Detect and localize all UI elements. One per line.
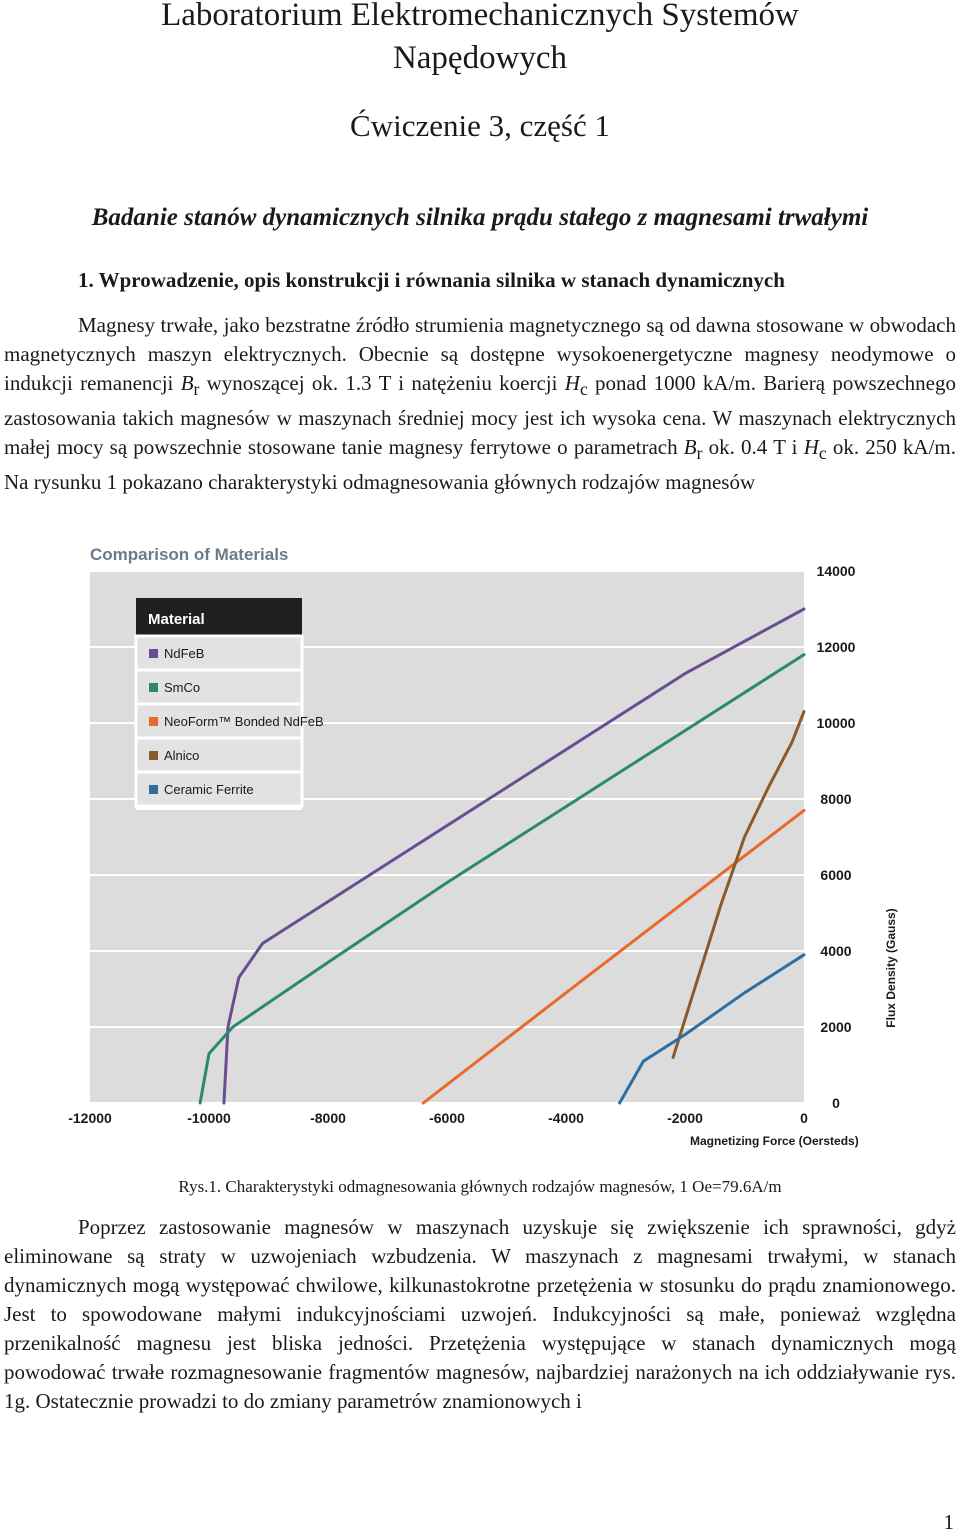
br-subscript: r [193, 379, 200, 400]
y-tick-label-0: 0 [832, 1095, 840, 1111]
legend-swatch-4 [149, 785, 158, 794]
legend-swatch-2 [149, 717, 158, 726]
x-tick-label-5: -2000 [667, 1110, 703, 1126]
para2-text: Poprzez zastosowanie magnesów w maszynach uzyskuje się zwiększenie ich sprawności, gdyż eliminowane są straty w uzwojeniach wzbudzenia. W maszynach z magnesami trwałymi, w stanach dynamicznych mogą występować chwilowe, kilkunastokrotne przetężenia w stosunku do prądu znamionowego. Jest to spowodowane małymi indukcyjnościami uzwojeń. Indukcyjności są małe, ponieważ względna przenikalność magnesu jest bliska jedności. Przetężenia występujące w stanach dynamicznych mogą powodować trwałe rozmagnesowanie fragmentów magnesów, najbardziej narażonych na ich oddziaływanie rys. 1g. Ostatecznie prowadzi to do zmiany parametrów znamionowych i [4, 1215, 956, 1413]
document-title-line1: Laboratorium Elektromechanicznych Systemów [161, 0, 799, 33]
y-tick-label-4: 8000 [820, 791, 852, 807]
section-heading: 1. Wprowadzenie, opis konstrukcji i równania silnika w stanach dynamicznych [78, 268, 785, 292]
para1-text-1: Magnesy trwałe, jako bezstratne źródło strumienia magnetycznego są od dawna stosowane w obwodach magnetycznych maszyn elektrycznych. Obecnie są dostępne wysokoenergetyczne magnesy neodymowe o indukcji remanencji [4, 313, 956, 395]
x-tick-label-0: -12000 [68, 1110, 112, 1126]
para1-text-3: ponad 1000 kA/m. Barierą powszechnego zastosowania takich magnesów w maszynach średniej mocy jest ich wysoka cena. W maszynach elektrycznych małej mocy są powszechnie stosowane tanie magnesy ferrytowe o parametrach [4, 371, 956, 460]
y-tick-label-5: 10000 [816, 715, 856, 731]
body-paragraph [4, 1213, 956, 1416]
figure-caption: Rys.1. Charakterystyki odmagnesowania głównych rodzajów magnesów, 1 Oe=79.6A/m [178, 1177, 782, 1196]
x-tick-label-2: -8000 [310, 1110, 346, 1126]
x-tick-label-1: -10000 [187, 1110, 231, 1126]
y-tick-label-6: 12000 [816, 639, 856, 655]
legend-swatch-3 [149, 751, 158, 760]
page-number: 1 [943, 1510, 954, 1534]
x-tick-label-6: 0 [800, 1110, 808, 1126]
para1-text-4: ok. 0.4 T i [702, 435, 804, 460]
y-tick-label-3: 6000 [820, 867, 852, 883]
y-axis-label: Flux Density (Gauss) [884, 908, 898, 1028]
exercise-title: Ćwiczenie 3, część 1 [350, 108, 610, 143]
demagnetization-chart [62, 540, 902, 1162]
legend-row-3 [136, 738, 302, 772]
legend-label-0: NdFeB [164, 646, 205, 661]
y-tick-label-1: 2000 [820, 1019, 852, 1035]
hc-symbol: H [564, 371, 580, 395]
legend-row-0 [136, 636, 302, 670]
legend-label-2: NeoForm™ Bonded NdFeB [164, 714, 324, 729]
intro-paragraph [4, 311, 956, 497]
document-subtitle: Badanie stanów dynamicznych silnika prądu stałego z magnesami trwałymi [91, 204, 869, 231]
legend-title: Material [148, 611, 205, 628]
para1-text-2: wynoszącej ok. 1.3 T i natężeniu koercji [199, 371, 565, 395]
br-symbol: B [180, 371, 194, 395]
legend-swatch-0 [149, 649, 158, 658]
document-title-line2: Napędowych [392, 40, 568, 76]
legend-label-4: Ceramic Ferrite [164, 782, 254, 797]
br-symbol-2: B [683, 435, 697, 460]
x-tick-label-4: -4000 [548, 1110, 584, 1126]
legend-row-1 [136, 670, 302, 704]
legend-label-3: Alnico [164, 748, 200, 763]
chart-svg [62, 540, 902, 1162]
legend-swatch-1 [149, 683, 158, 692]
y-tick-label-7: 14000 [816, 563, 856, 579]
x-axis-label: Magnetizing Force (Oersteds) [690, 1134, 859, 1148]
legend-label-1: SmCo [164, 680, 201, 695]
hc-symbol-2: H [803, 435, 819, 460]
para1-text-5: ok. 250 kA/m. Na rysunku 1 pokazano charakterystyki odmagnesowania głównych rodzajów magnesów [4, 435, 957, 495]
br-subscript-2: r [696, 443, 703, 464]
chart-title: Comparison of Materials [90, 545, 289, 564]
x-tick-label-3: -6000 [429, 1110, 465, 1126]
y-tick-label-2: 4000 [820, 943, 852, 959]
hc-subscript-2: c [818, 443, 827, 464]
hc-subscript: c [579, 379, 588, 400]
